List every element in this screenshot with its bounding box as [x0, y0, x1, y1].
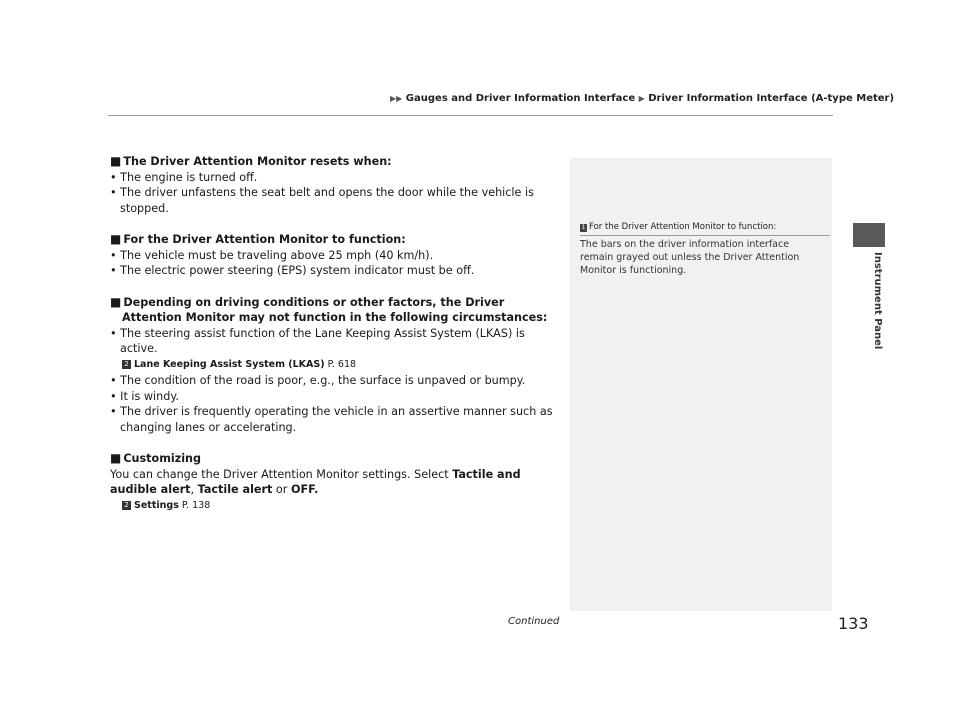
square-bullet-icon: ■ [110, 451, 122, 465]
continued-label: Continued [508, 616, 560, 627]
page-number: 133 [838, 614, 869, 633]
note-title: 1 For the Driver Attention Monitor to function: [581, 222, 777, 232]
main-content [110, 154, 560, 514]
breadcrumb-part2: Driver Information Interface (A-type Meter) [648, 93, 895, 104]
customizing-text: You can change the Driver Attention Monitor settings. Select Tactile and audible alert, Tactile alert or OFF. [110, 467, 521, 496]
square-bullet-icon: ■ [110, 294, 122, 309]
header-rule [108, 115, 833, 116]
section-tab-label: Instrument Panel [872, 252, 883, 350]
section-heading-resets: ■ The Driver Attention Monitor resets when: [110, 154, 392, 168]
bullet-item: • The engine is turned off. [110, 170, 258, 184]
square-bullet-icon: ■ [110, 154, 122, 168]
bullet-item: • It is windy. [110, 389, 179, 403]
note-rule [580, 235, 830, 236]
cross-reference-link[interactable]: 2 Lane Keeping Assist System (LKAS) P. 618 [110, 357, 560, 373]
breadcrumb [390, 93, 894, 104]
cross-reference-link[interactable]: 2 Settings P. 138 [110, 498, 560, 514]
bullet-item: • The driver is frequently operating the vehicle in an assertive manner such as changing lanes or accelerating. [110, 405, 553, 434]
bullet-item: • The condition of the road is poor, e.g., the surface is unpaved or bumpy. [110, 374, 526, 387]
section-tab [853, 223, 885, 247]
section-heading-function: ■ For the Driver Attention Monitor to function: [110, 232, 406, 246]
reference-arrow-icon: 2 [122, 501, 131, 510]
sidebar-notes [570, 158, 832, 611]
reference-arrow-icon: 2 [122, 360, 131, 369]
bullet-item: • The vehicle must be traveling above 25 mph (40 km/h). [110, 248, 434, 262]
double-arrow-icon: ▶▶ [390, 94, 403, 103]
section-heading-circumstances: ■ Depending on driving conditions or other factors, the Driver Attention Monitor may not function in the following circumstances: [110, 294, 548, 324]
bullet-item: • The driver unfastens the seat belt and opens the door while the vehicle is stopped. [110, 186, 534, 215]
bullet-item: • The steering assist function of the Lane Keeping Assist System (LKAS) is active. [110, 326, 525, 355]
section-heading-customizing: ■ Customizing [110, 451, 202, 465]
bullet-item: • The electric power steering (EPS) system indicator must be off. [110, 264, 475, 277]
square-bullet-icon: ■ [110, 232, 122, 246]
breadcrumb-part1: Gauges and Driver Information Interface [405, 93, 636, 104]
note-body: The bars on the driver information interface remain grayed out unless the Driver Attention Monitor is functioning. [580, 239, 800, 276]
note-icon: 1 [581, 224, 586, 231]
arrow-icon: ▶ [638, 94, 645, 103]
